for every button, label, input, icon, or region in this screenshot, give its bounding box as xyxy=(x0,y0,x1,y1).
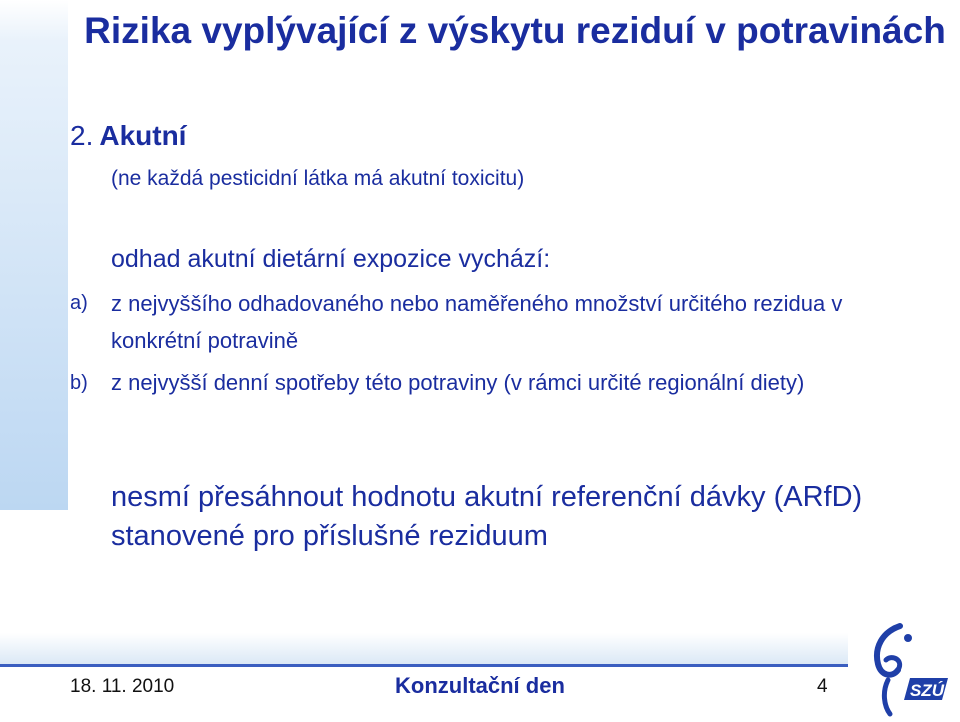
footer-date: 18. 11. 2010 xyxy=(70,676,175,697)
list-item-a: z nejvyššího odhadovaného nebo naměřeného množství určitého rezidua v konkrétní potravině xyxy=(111,291,843,353)
intro-text: odhad akutní dietární expozice vychází: xyxy=(111,245,551,273)
logo-text: SZÚ xyxy=(910,681,944,700)
list-marker-b: b) xyxy=(70,372,88,394)
conclusion-text: nesmí přesáhnout hodnotu akutní referenční dávky (ARfD) stanovené pro příslušné reziduum xyxy=(111,481,863,552)
section-note: (ne každá pesticidní látka má akutní toxicitu) xyxy=(111,167,525,190)
slide-title: Rizika vyplývající z výskytu reziduí v potravinách xyxy=(84,10,946,51)
list-item-b: z nejvyšší denní spotřeby této potraviny (v rámci určité regionální diety) xyxy=(111,370,805,395)
szu-logo-icon xyxy=(848,620,960,717)
list-marker-a: a) xyxy=(70,292,88,314)
page-number: 4 xyxy=(817,676,828,697)
footer-divider xyxy=(0,664,848,667)
section-heading xyxy=(70,120,186,152)
footer-band xyxy=(0,633,960,667)
decorative-sidebar xyxy=(0,0,68,510)
footer-title: Konzultační den xyxy=(395,673,565,698)
section-heading-text: Akutní xyxy=(99,120,187,151)
section-number: 2. xyxy=(70,120,94,151)
